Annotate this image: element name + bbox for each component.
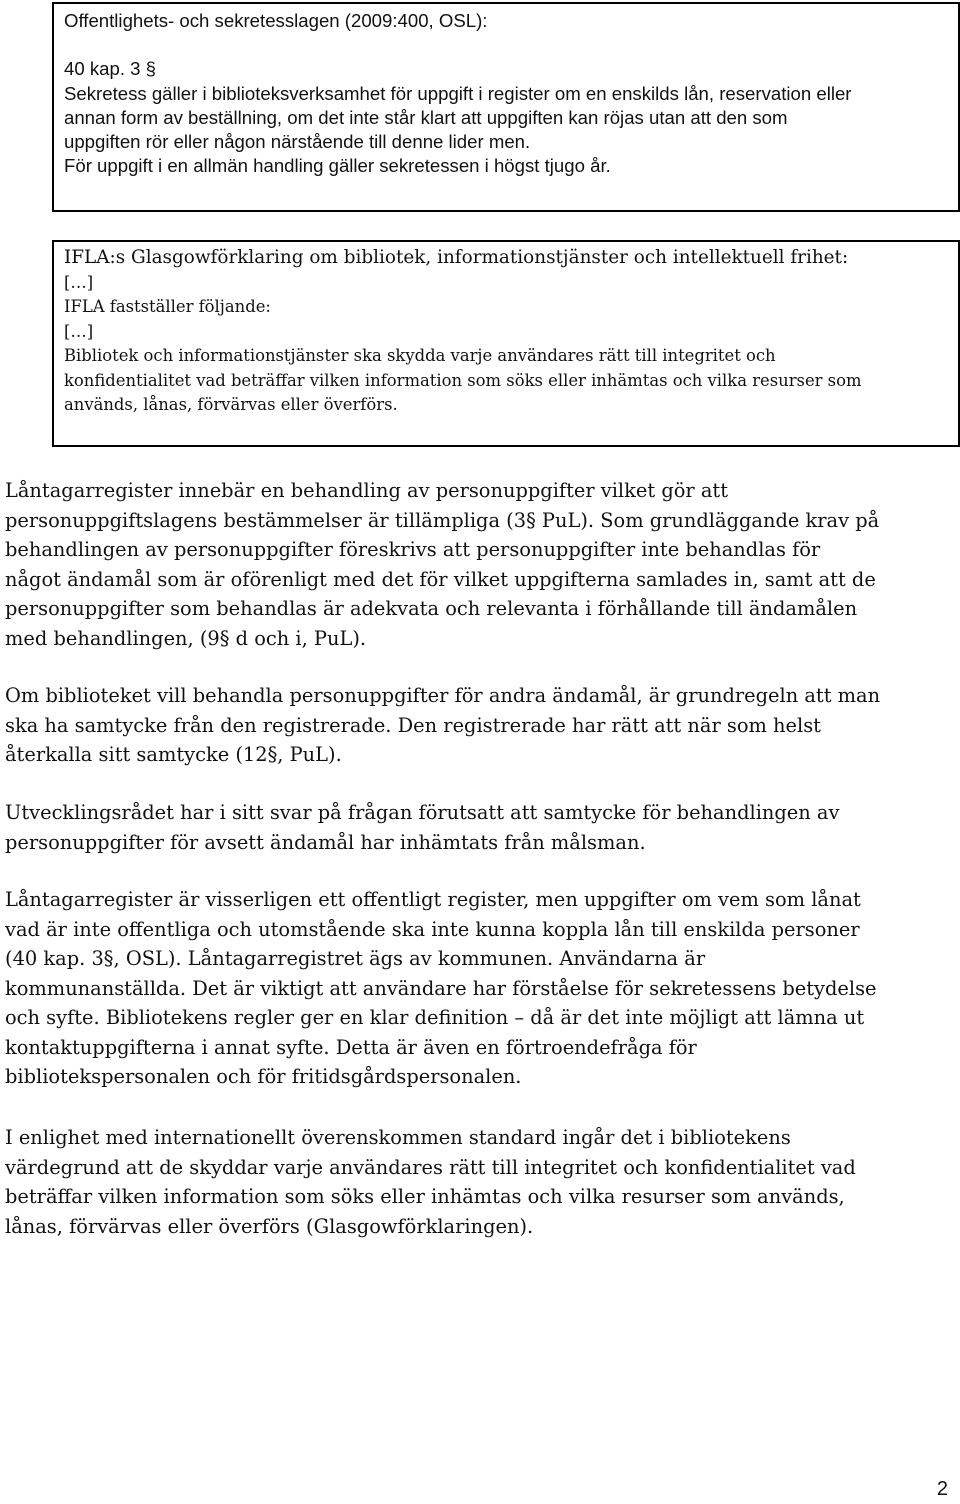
paragraph-line: återkalla sitt samtycke (12§, PuL). [5,743,342,766]
paragraph-line: Låntagarregister är visserligen ett offentligt register, men uppgifter om vem som lånat [5,888,861,911]
paragraph-line: personuppgiftslagens bestämmelser är tillämpliga (3§ PuL). Som grundläggande krav på [5,508,880,532]
paragraph-line: Om biblioteket vill behandla personuppgifter för andra ändamål, är grundregeln att man [5,684,881,707]
paragraph-line: I enlighet med internationellt överenskommen standard ingår det i bibliotekens [5,1126,791,1149]
paragraph-line: (40 kap. 3§, OSL). Låntagarregistret ägs av kommunen. Användarna är [5,947,706,970]
paragraph-line: kontaktuppgifterna i annat syfte. Detta är även en förtroendefråga för [5,1035,697,1059]
paragraph-line: kommunanställda. Det är viktigt att användare har förståelse för sekretessens betydelse [5,976,877,1000]
paragraph-line: med behandlingen, (9§ d och i, PuL). [5,626,367,650]
paragraph-line: personuppgifter för avsett ändamål har inhämtats från målsman. [5,830,646,854]
paragraph-line: Utvecklingsrådet har i sitt svar på frågan förutsatt att samtycke för behandlingen av [5,801,840,824]
ifla-text-line: konfidentialitet vad beträffar vilken information som söks eller inhämtas och vilka resurser som [64,370,862,390]
spacer [64,33,948,57]
paragraph-samtycke [5,681,880,770]
paragraph-line: personuppgifter som behandlas är adekvata och relevanta i förhållande till ändamålen [5,597,858,620]
osl-text-line: annan form av beställning, om det inte står klart att uppgiften kan röjas utan att den som [64,106,788,128]
paragraph-line: bibliotekspersonalen och för fritidsgårdspersonalen. [5,1065,522,1088]
paragraph-lantagarregister [5,476,879,653]
osl-text-line: uppgiften rör eller någon närstående till denne lider men. [64,131,531,152]
ifla-ellipsis: […] [64,272,94,292]
paragraph-vardegrund [5,1123,856,1241]
ifla-heading: IFLA:s Glasgowförklaring om bibliotek, informationstjänster och intellektuell frihet: [64,247,849,268]
paragraph-line: och syfte. Bibliotekens regler ger en klar definition – då är det inte möjligt att lämna ut [5,1006,865,1029]
ifla-quote-box [52,240,960,447]
osl-text-line: Sekretess gäller i biblioteksverksamhet för uppgift i register om en enskilds lån, reservation eller [64,82,852,104]
paragraph-line: beträffar vilken information som söks eller inhämtas och vilka resurser som används, [5,1185,845,1208]
osl-text-line: För uppgift i en allmän handling gäller sekretessen i högst tjugo år. [64,155,611,177]
paragraph-line: behandlingen av personuppgifter föreskrivs att personuppgifter inte behandlas för [5,538,821,561]
paragraph-line: ska ha samtycke från den registrerade. Den registrerade har rätt att när som helst [5,713,821,737]
ifla-text-line: Bibliotek och informationstjänster ska skydda varje användares rätt till integritet och [64,346,776,365]
paragraph-line: lånas, förvärvas eller överförs (Glasgowförklaringen). [5,1214,534,1238]
paragraph-offentligt-register [5,885,877,1092]
osl-quote-box [52,2,960,212]
paragraph-line: Låntagarregister innebär en behandling av personuppgifter vilket gör att [5,479,728,502]
paragraph-utvecklingsradet [5,798,839,857]
osl-heading: Offentlighets- och sekretesslagen (2009:400, OSL): [64,10,488,31]
paragraph-line: vad är inte offentliga och utomstående ska inte kunna koppla lån till enskilda personer [5,917,860,941]
ifla-subheading: IFLA fastställer följande: [64,297,271,316]
osl-section: 40 kap. 3 § [64,58,157,80]
ifla-text-line: används, lånas, förvärvas eller överförs. [64,395,398,414]
page-number: 2 [936,1478,948,1500]
ifla-ellipsis: […] [64,321,94,341]
paragraph-line: värdegrund att de skyddar varje användares rätt till integritet och konfidentialitet vad [5,1155,856,1179]
paragraph-line: något ändamål som är oförenligt med det för vilket uppgifterna samlades in, samt att de [5,567,876,591]
